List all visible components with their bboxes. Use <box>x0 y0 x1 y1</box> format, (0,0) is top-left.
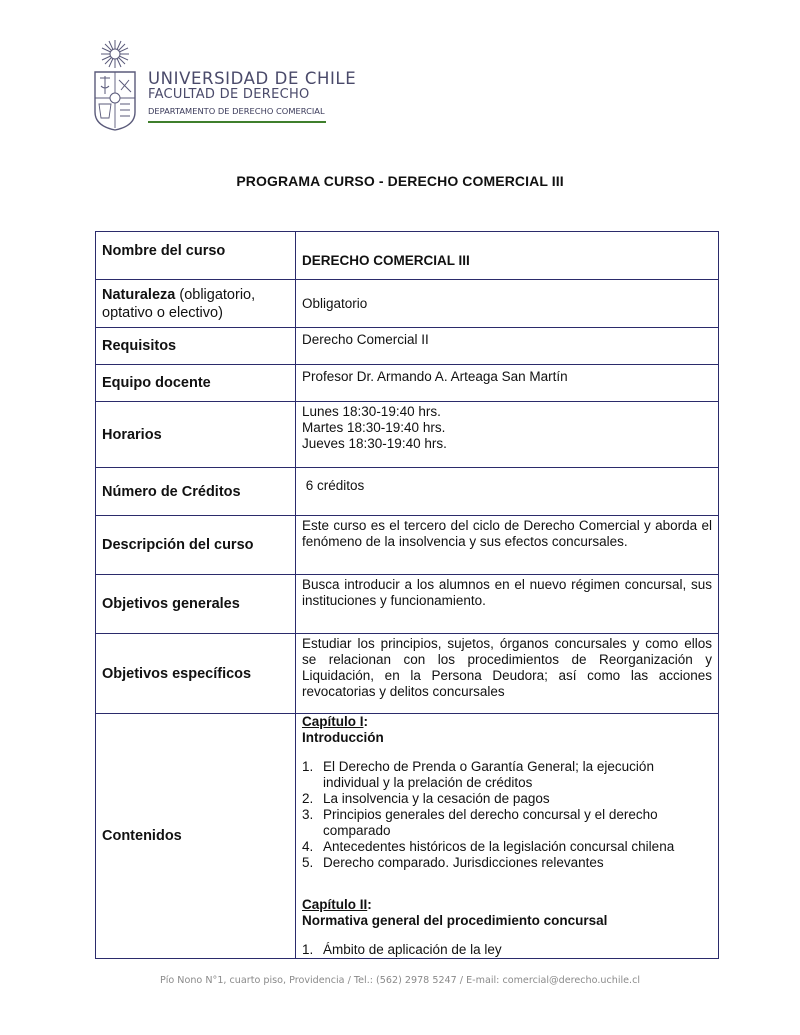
row-label: Número de Créditos <box>96 468 296 516</box>
list-item: 3. Principios generales del derecho concursal y el derecho comparado <box>302 807 658 838</box>
letterhead <box>92 38 392 138</box>
table-row <box>96 468 719 516</box>
chapter-item-list <box>302 759 712 871</box>
list-item: 5. Derecho comparado. Jurisdicciones relevantes <box>302 855 604 870</box>
institution-names <box>148 70 356 123</box>
list-item: 2. La insolvencia y la cesación de pagos <box>302 791 550 806</box>
row-value <box>296 232 719 280</box>
university-name: UNIVERSIDAD DE CHILE <box>148 69 357 88</box>
schedule-line: Martes 18:30-19:40 hrs. <box>302 420 446 435</box>
row-label: Equipo docente <box>96 365 296 402</box>
department-name: DEPARTAMENTO DE DERECHO COMERCIAL <box>148 106 325 116</box>
chapter-subtitle: Introducción <box>302 730 384 745</box>
row-label: Horarios <box>96 402 296 468</box>
chapter-item-list <box>302 942 712 958</box>
list-item: 1. El Derecho de Prenda o Garantía General; la ejecución individual y la prelación de créditos <box>302 759 654 790</box>
row-value: Busca introducir a los alumnos en el nuevo régimen concursal, sus instituciones y funcionamiento. <box>296 575 719 634</box>
table-row <box>96 402 719 468</box>
row-value: Profesor Dr. Armando A. Arteaga San Martín <box>296 365 719 402</box>
row-value: Estudiar los principios, sujetos, órganos concursales y como ellos se relacionan con los procedimientos de Reorganización y Liquidación, en la Persona Deudora; así como las acciones revocatorias y delitos concursales <box>296 634 719 714</box>
table-row <box>96 516 719 575</box>
course-program-table <box>95 231 719 959</box>
schedule-list <box>296 402 719 468</box>
row-label: Contenidos <box>96 714 296 959</box>
footer-contact: Pío Nono N°1, cuarto piso, Providencia / Tel.: (562) 2978 5247 / E-mail: comercial@derecho.uchile.cl <box>159 975 641 986</box>
page-title: PROGRAMA CURSO - DERECHO COMERCIAL III <box>236 173 564 189</box>
row-value: Este curso es el tercero del ciclo de Derecho Comercial y aborda el fenómeno de la insolvencia y sus efectos concursales. <box>296 516 719 575</box>
university-seal-icon <box>92 38 138 132</box>
course-name: DERECHO COMERCIAL III <box>302 252 470 268</box>
chapter-heading: Capítulo II: <box>302 897 372 912</box>
table-row <box>96 365 719 402</box>
list-item: 4. Antecedentes históricos de la legislación concursal chilena <box>302 839 675 854</box>
row-value: Obligatorio <box>296 280 719 328</box>
department-rule <box>148 121 326 123</box>
table-row <box>96 575 719 634</box>
row-value: Derecho Comercial II <box>296 328 719 365</box>
chapter-subtitle: Normativa general del procedimiento concursal <box>302 913 608 928</box>
row-label: Nombre del curso <box>96 232 296 280</box>
row-value: 6 créditos <box>296 468 719 516</box>
list-item: 1. Ámbito de aplicación de la ley <box>302 942 502 957</box>
row-label: Objetivos generales <box>96 575 296 634</box>
row-label: Requisitos <box>96 328 296 365</box>
table-row <box>96 280 719 328</box>
table-row <box>96 232 719 280</box>
table-row <box>96 714 719 959</box>
row-label: Naturaleza (obligatorio, optativo o electivo) <box>96 280 296 328</box>
table-row <box>96 634 719 714</box>
contents-cell <box>296 714 719 959</box>
chapter-heading: Capítulo I: <box>302 714 368 729</box>
row-label: Descripción del curso <box>96 516 296 575</box>
faculty-name: FACULTAD DE DERECHO <box>148 87 310 102</box>
schedule-line: Jueves 18:30-19:40 hrs. <box>302 436 447 451</box>
schedule-line: Lunes 18:30-19:40 hrs. <box>302 404 441 419</box>
table-row <box>96 328 719 365</box>
row-label: Objetivos específicos <box>96 634 296 714</box>
